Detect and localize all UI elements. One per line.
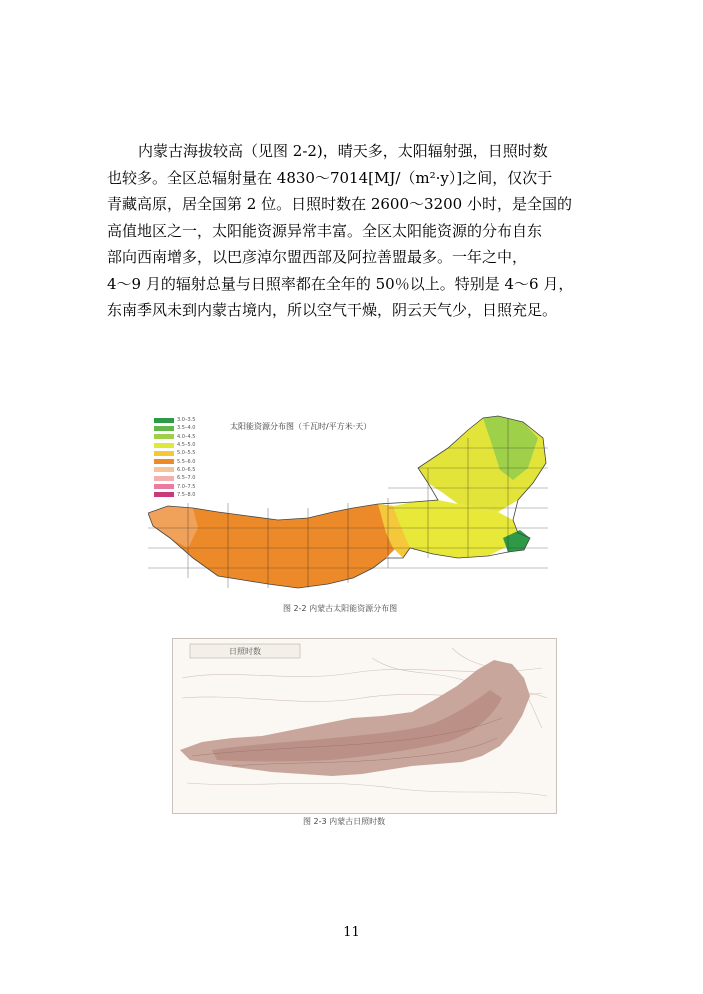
page-number: 11: [343, 925, 360, 940]
legend-entry: [154, 416, 195, 424]
legend-swatch: [154, 492, 174, 497]
legend-entry: [154, 491, 195, 499]
legend-label: 4.5–5.0: [177, 442, 196, 449]
legend-entry: [154, 466, 195, 474]
legend-entry: [154, 457, 195, 465]
sunshine-hours-map-figure: [172, 638, 557, 814]
map-title: 太阳能资源分布图（千瓦时/平方米·天）: [230, 422, 372, 431]
paragraph-line: 青藏高原，居全国第 2 位。日照时数在 2600～3200 小时，是全国的: [107, 195, 572, 213]
legend-label: 5.5–6.0: [177, 458, 196, 465]
legend-entry: [154, 433, 195, 441]
legend-swatch: [154, 426, 174, 431]
legend-label: 6.0–6.5: [177, 466, 196, 473]
solar-resource-map-figure: [148, 408, 558, 598]
legend-swatch: [154, 467, 174, 472]
legend-entry: [154, 424, 195, 432]
paragraph-line: 部向西南增多，以巴彦淖尔盟西部及阿拉善盟最多。一年之中，: [107, 248, 528, 266]
legend-swatch: [154, 434, 174, 439]
paragraph-line: 东南季风未到内蒙古境内，所以空气干燥，阴云天气少，日照充足。: [107, 301, 558, 319]
sunshine-hours-map: [172, 638, 557, 814]
solar-resource-map: [148, 408, 558, 598]
legend-label: 3.0–3.5: [177, 417, 196, 424]
paragraph-line: 也较多。全区总辐射量在 4830～7014[MJ/（m²·y）]之间，仅次于: [107, 168, 553, 187]
legend-label: 7.0–7.5: [177, 483, 196, 490]
legend-entry: [154, 474, 195, 482]
legend-label: 6.5–7.0: [177, 475, 196, 482]
map2-title: 日照时数: [229, 647, 261, 656]
legend-entry: [154, 449, 195, 457]
legend-swatch: [154, 418, 174, 423]
figure-caption: 图 2-2 内蒙古太阳能资源分布图: [283, 604, 398, 613]
legend-label: 5.0–5.5: [177, 450, 196, 457]
paragraph-line: 高值地区之一，太阳能资源异常丰富。全区太阳能资源的分布自东: [107, 221, 543, 240]
legend-swatch: [154, 443, 174, 448]
legend-swatch: [154, 451, 174, 456]
legend-entry: [154, 441, 195, 449]
map-legend: [154, 416, 195, 499]
legend-label: 3.5–4.0: [177, 425, 196, 432]
legend-label: 4.0–4.5: [177, 433, 196, 440]
legend-swatch: [154, 459, 174, 464]
figure-caption: 图 2-3 内蒙古日照时数: [303, 817, 386, 826]
paragraph-line: 4～9 月的辐射总量与日照率都在全年的 50％以上。特别是 4～6 月，: [107, 274, 574, 293]
body-paragraph: [107, 138, 599, 324]
legend-swatch: [154, 476, 174, 481]
legend-entry: [154, 482, 195, 490]
paragraph-line: 内蒙古海拔较高（见图 2-2)，晴天多，太阳辐射强，日照时数: [138, 142, 548, 160]
legend-swatch: [154, 484, 174, 489]
legend-label: 7.5–8.0: [177, 491, 196, 498]
